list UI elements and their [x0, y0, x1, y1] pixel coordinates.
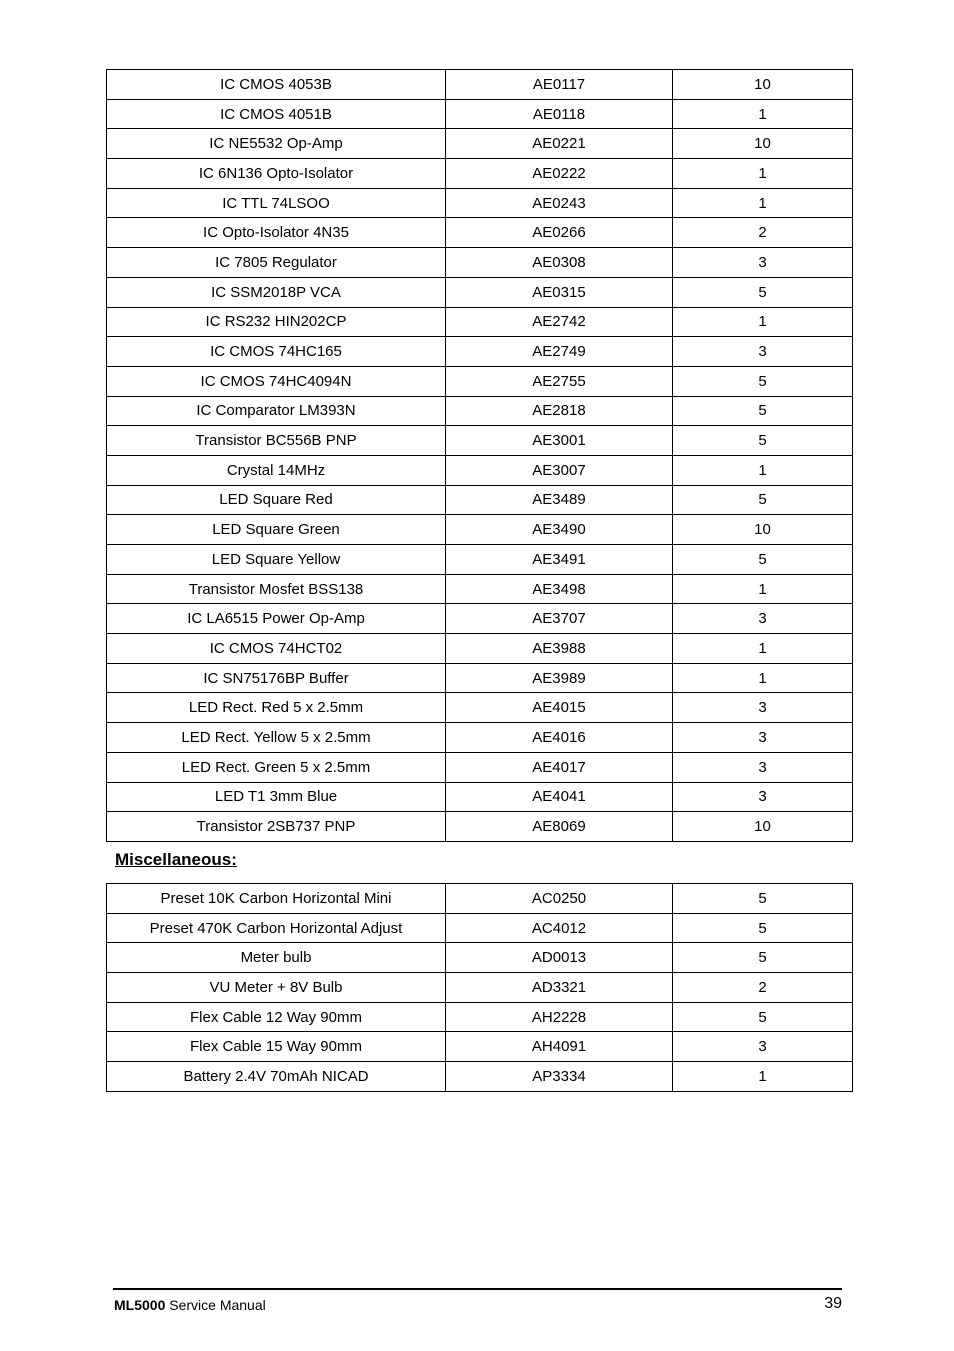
part-quantity: 5 — [673, 884, 853, 914]
part-description: LED Square Green — [107, 515, 446, 545]
table-row — [107, 307, 853, 337]
table-row — [107, 723, 853, 753]
table-row — [107, 337, 853, 367]
part-description: Transistor Mosfet BSS138 — [107, 574, 446, 604]
table-row — [107, 913, 853, 943]
part-description: VU Meter + 8V Bulb — [107, 973, 446, 1003]
part-code: AE0308 — [446, 248, 673, 278]
part-code: AE3498 — [446, 574, 673, 604]
part-quantity: 1 — [673, 159, 853, 189]
part-quantity: 1 — [673, 1062, 853, 1092]
footer-manual-label: Service Manual — [165, 1297, 266, 1313]
part-quantity: 1 — [673, 188, 853, 218]
part-description: IC 6N136 Opto-Isolator — [107, 159, 446, 189]
part-description: IC CMOS 74HC4094N — [107, 366, 446, 396]
part-code: AE4017 — [446, 752, 673, 782]
part-quantity: 5 — [673, 366, 853, 396]
part-code: AE3707 — [446, 604, 673, 634]
part-quantity: 5 — [673, 426, 853, 456]
part-description: LED Square Yellow — [107, 545, 446, 575]
part-code: AP3334 — [446, 1062, 673, 1092]
part-description: Flex Cable 12 Way 90mm — [107, 1002, 446, 1032]
table-row — [107, 545, 853, 575]
part-code: AE0315 — [446, 277, 673, 307]
part-code: AE4016 — [446, 723, 673, 753]
parts-table — [106, 69, 853, 842]
part-quantity: 1 — [673, 455, 853, 485]
footer-document-title — [114, 1297, 266, 1313]
part-code: AE0117 — [446, 70, 673, 100]
part-description: IC SSM2018P VCA — [107, 277, 446, 307]
part-description: LED T1 3mm Blue — [107, 782, 446, 812]
page-number: 39 — [824, 1295, 842, 1312]
table-row — [107, 188, 853, 218]
part-code: AH4091 — [446, 1032, 673, 1062]
part-code: AE0243 — [446, 188, 673, 218]
part-code: AE2755 — [446, 366, 673, 396]
part-description: IC TTL 74LSOO — [107, 188, 446, 218]
table-row — [107, 218, 853, 248]
part-quantity: 5 — [673, 485, 853, 515]
part-quantity: 10 — [673, 812, 853, 842]
part-code: AE4015 — [446, 693, 673, 723]
part-quantity: 5 — [673, 943, 853, 973]
part-quantity: 3 — [673, 752, 853, 782]
part-quantity: 3 — [673, 723, 853, 753]
table-row — [107, 1062, 853, 1092]
part-description: IC LA6515 Power Op-Amp — [107, 604, 446, 634]
table-row — [107, 70, 853, 100]
part-code: AE2742 — [446, 307, 673, 337]
part-quantity: 10 — [673, 129, 853, 159]
part-code: AE3989 — [446, 663, 673, 693]
part-quantity: 10 — [673, 70, 853, 100]
part-quantity: 3 — [673, 337, 853, 367]
table-row — [107, 884, 853, 914]
part-quantity: 5 — [673, 913, 853, 943]
part-quantity: 5 — [673, 396, 853, 426]
part-description: IC RS232 HIN202CP — [107, 307, 446, 337]
table-row — [107, 99, 853, 129]
part-quantity: 1 — [673, 663, 853, 693]
part-description: LED Rect. Green 5 x 2.5mm — [107, 752, 446, 782]
part-code: AE2818 — [446, 396, 673, 426]
part-quantity: 5 — [673, 277, 853, 307]
table-row — [107, 396, 853, 426]
part-code: AE3007 — [446, 455, 673, 485]
table-row — [107, 129, 853, 159]
table-row — [107, 366, 853, 396]
table-row — [107, 752, 853, 782]
section-heading-miscellaneous: Miscellaneous: — [115, 850, 237, 869]
part-quantity: 10 — [673, 515, 853, 545]
misc-parts-table — [106, 883, 853, 1092]
part-quantity: 3 — [673, 248, 853, 278]
part-description: IC CMOS 74HC165 — [107, 337, 446, 367]
table-row — [107, 634, 853, 664]
part-code: AE0222 — [446, 159, 673, 189]
part-description: Flex Cable 15 Way 90mm — [107, 1032, 446, 1062]
part-code: AE0118 — [446, 99, 673, 129]
table-row — [107, 515, 853, 545]
part-description: IC NE5532 Op-Amp — [107, 129, 446, 159]
part-description: IC SN75176BP Buffer — [107, 663, 446, 693]
table-row — [107, 973, 853, 1003]
part-quantity: 1 — [673, 574, 853, 604]
part-description: Transistor BC556B PNP — [107, 426, 446, 456]
footer-divider — [113, 1288, 842, 1290]
part-quantity: 1 — [673, 307, 853, 337]
part-quantity: 1 — [673, 99, 853, 129]
part-code: AE0266 — [446, 218, 673, 248]
table-row — [107, 812, 853, 842]
part-quantity: 1 — [673, 634, 853, 664]
part-code: AC4012 — [446, 913, 673, 943]
part-description: IC CMOS 4053B — [107, 70, 446, 100]
table-row — [107, 1032, 853, 1062]
part-code: AE3491 — [446, 545, 673, 575]
part-description: IC Opto-Isolator 4N35 — [107, 218, 446, 248]
parts-table-body — [107, 70, 853, 842]
footer-model-name: ML5000 — [114, 1297, 166, 1313]
part-code: AE2749 — [446, 337, 673, 367]
table-row — [107, 485, 853, 515]
table-row — [107, 426, 853, 456]
part-quantity: 3 — [673, 693, 853, 723]
table-row — [107, 455, 853, 485]
part-quantity: 3 — [673, 1032, 853, 1062]
table-row — [107, 277, 853, 307]
part-code: AD0013 — [446, 943, 673, 973]
part-description: Preset 10K Carbon Horizontal Mini — [107, 884, 446, 914]
part-description: LED Square Red — [107, 485, 446, 515]
table-row — [107, 574, 853, 604]
part-description: LED Rect. Red 5 x 2.5mm — [107, 693, 446, 723]
part-code: AE0221 — [446, 129, 673, 159]
part-description: Meter bulb — [107, 943, 446, 973]
part-quantity: 5 — [673, 545, 853, 575]
misc-parts-table-body — [107, 884, 853, 1092]
part-quantity: 3 — [673, 604, 853, 634]
table-row — [107, 663, 853, 693]
table-row — [107, 248, 853, 278]
part-description: Preset 470K Carbon Horizontal Adjust — [107, 913, 446, 943]
part-description: IC Comparator LM393N — [107, 396, 446, 426]
table-row — [107, 782, 853, 812]
part-code: AE3489 — [446, 485, 673, 515]
part-description: LED Rect. Yellow 5 x 2.5mm — [107, 723, 446, 753]
part-quantity: 5 — [673, 1002, 853, 1032]
part-code: AE3001 — [446, 426, 673, 456]
part-code: AE3988 — [446, 634, 673, 664]
part-quantity: 2 — [673, 218, 853, 248]
part-quantity: 2 — [673, 973, 853, 1003]
part-quantity: 3 — [673, 782, 853, 812]
part-code: AH2228 — [446, 1002, 673, 1032]
part-description: IC CMOS 74HCT02 — [107, 634, 446, 664]
part-description: Crystal 14MHz — [107, 455, 446, 485]
part-description: IC 7805 Regulator — [107, 248, 446, 278]
part-code: AE4041 — [446, 782, 673, 812]
part-code: AE8069 — [446, 812, 673, 842]
part-code: AD3321 — [446, 973, 673, 1003]
part-description: Transistor 2SB737 PNP — [107, 812, 446, 842]
table-row — [107, 1002, 853, 1032]
table-row — [107, 604, 853, 634]
table-row — [107, 693, 853, 723]
part-description: Battery 2.4V 70mAh NICAD — [107, 1062, 446, 1092]
part-code: AE3490 — [446, 515, 673, 545]
table-row — [107, 943, 853, 973]
part-description: IC CMOS 4051B — [107, 99, 446, 129]
part-code: AC0250 — [446, 884, 673, 914]
table-row — [107, 159, 853, 189]
